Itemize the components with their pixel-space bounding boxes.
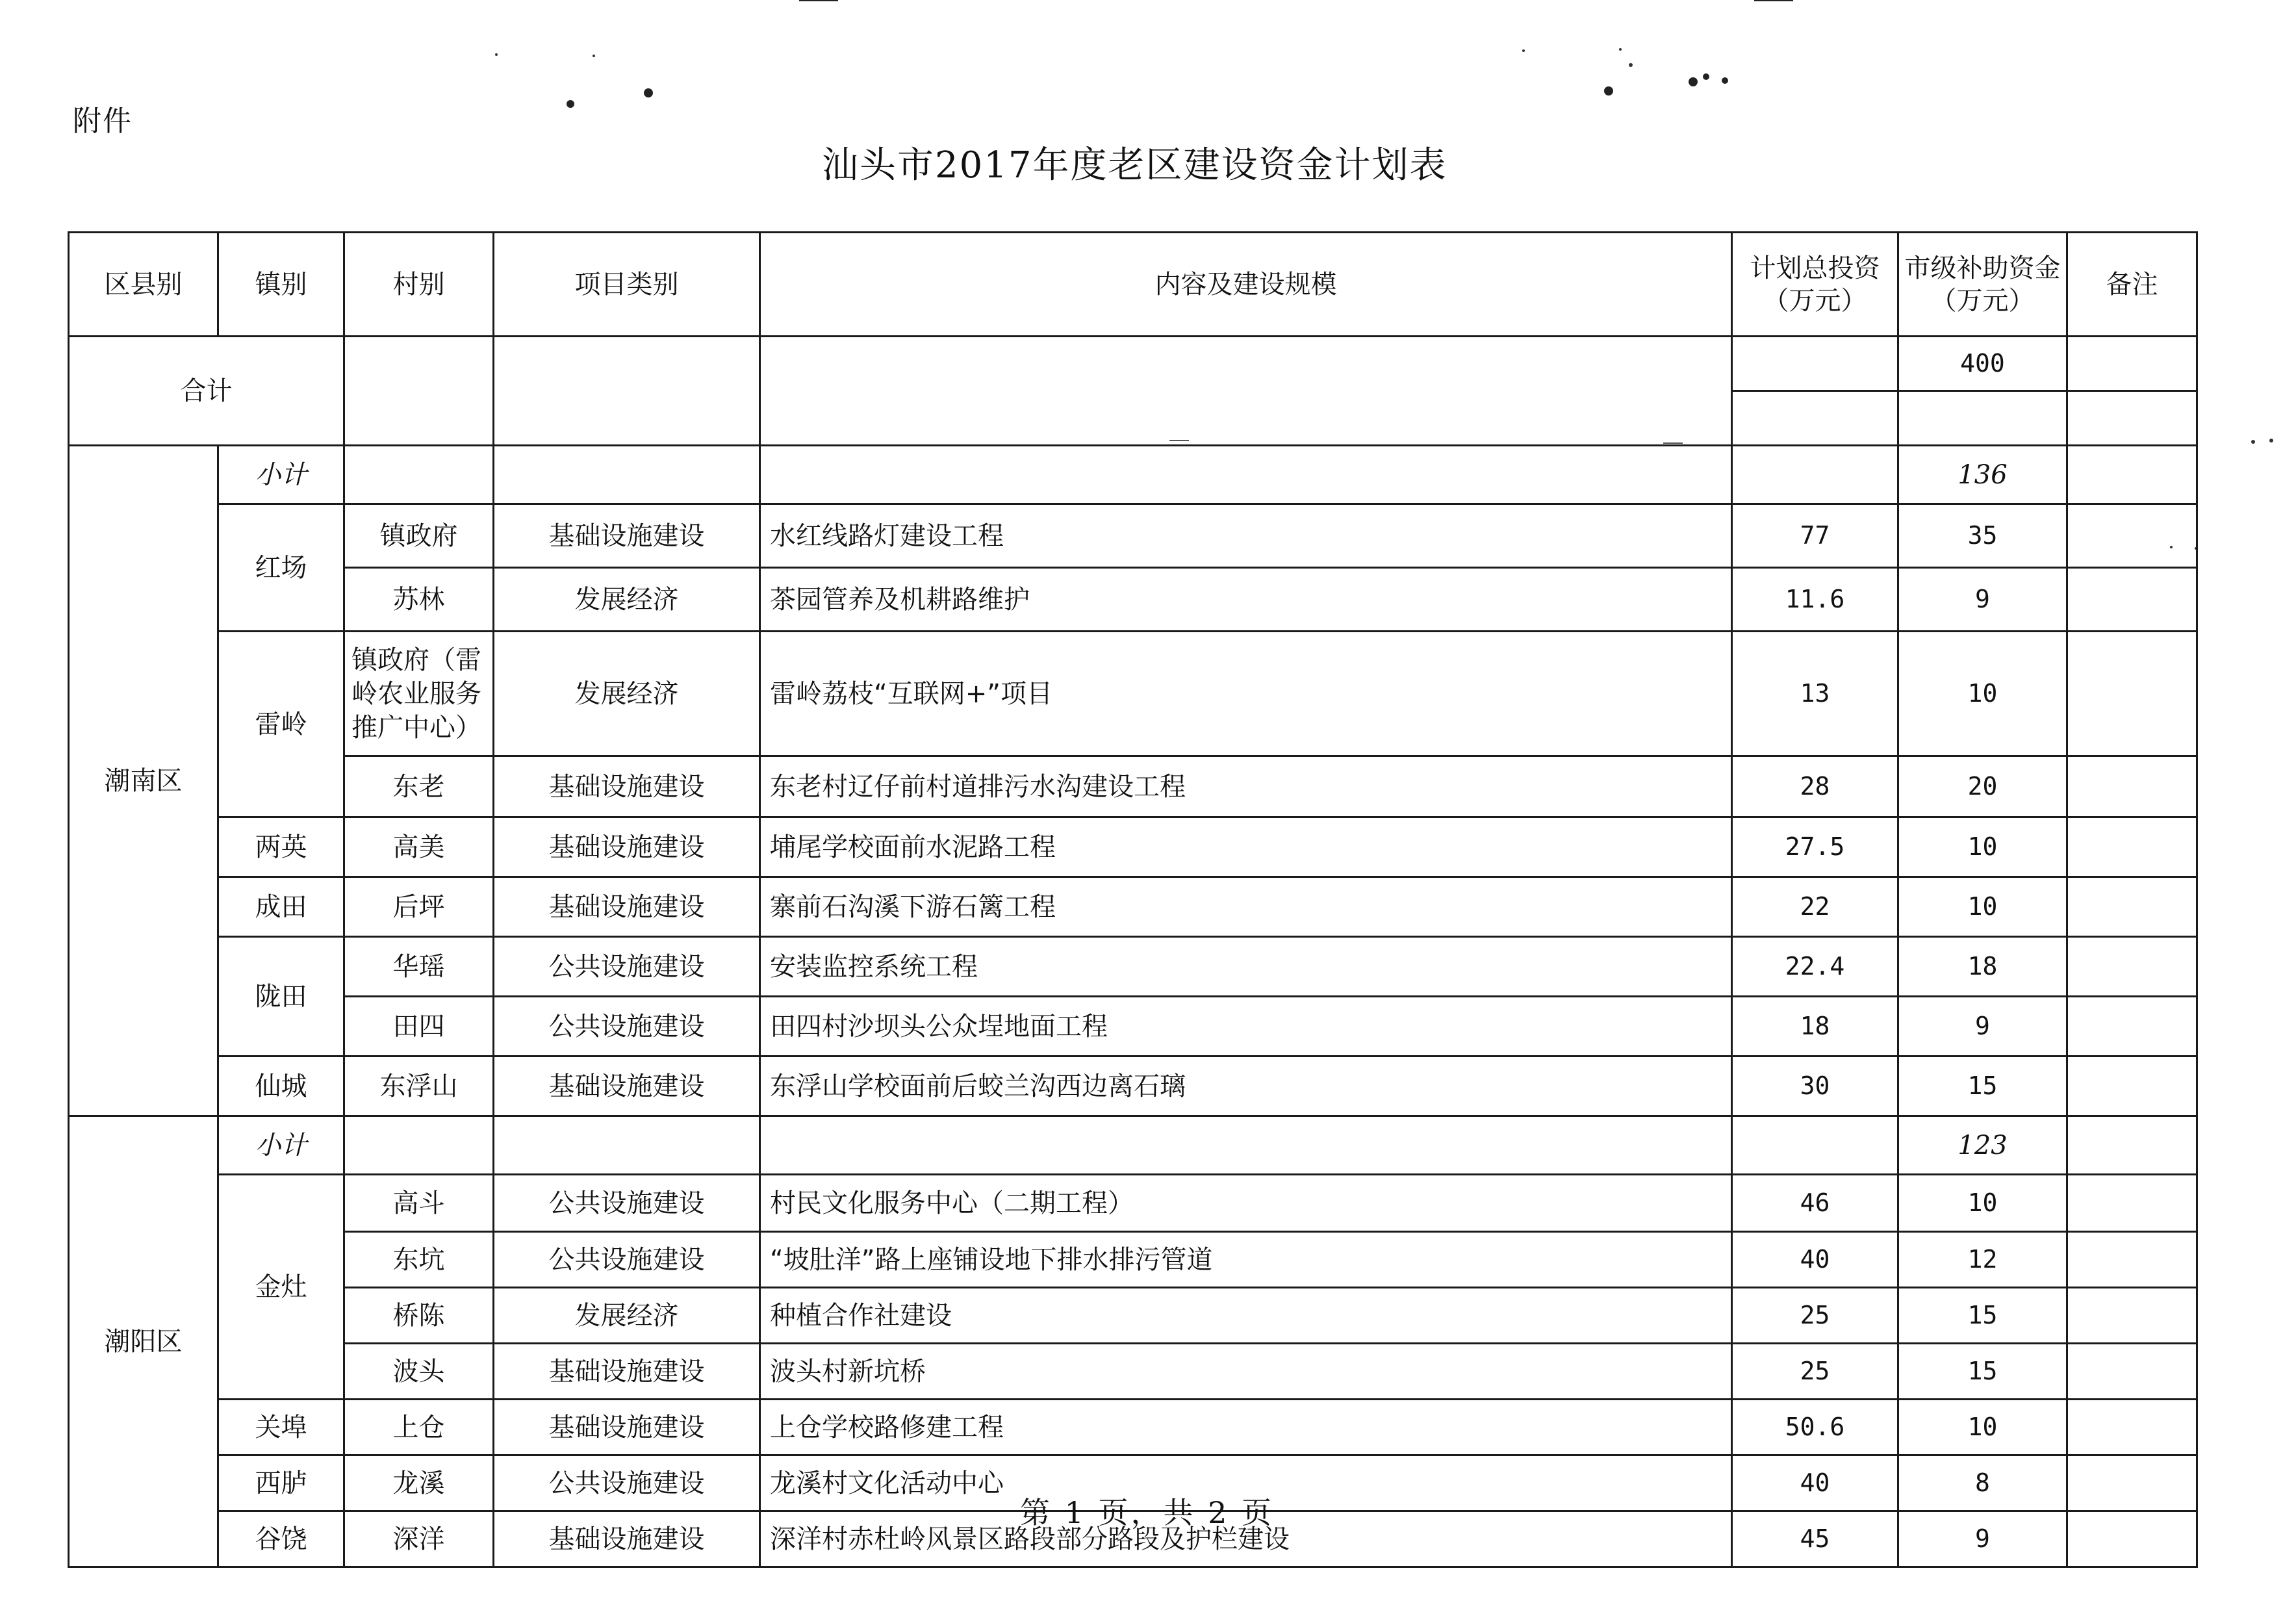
project-category: 基础设施建设: [494, 1344, 760, 1400]
table-row: [69, 877, 2197, 937]
table-row: [69, 1344, 2197, 1400]
town-name: 谷饶: [218, 1511, 344, 1567]
project-content: 村民文化服务中心（二期工程）: [760, 1175, 1732, 1232]
table-row: [69, 504, 2197, 568]
project-content: 种植合作社建设: [760, 1288, 1732, 1344]
planned-investment: 40: [1732, 1455, 1898, 1511]
planned-investment: 25: [1732, 1288, 1898, 1344]
remark-cell: [2067, 632, 2197, 756]
project-content: 深洋村赤杜岭风景区路段部分路段及护栏建设: [760, 1511, 1732, 1567]
project-category: 公共设施建设: [494, 1455, 760, 1511]
town-name: 关埠: [218, 1400, 344, 1455]
planned-investment: 50.6: [1732, 1400, 1898, 1455]
project-content: 水红线路灯建设工程: [760, 504, 1732, 568]
planned-investment: 22.4: [1732, 937, 1898, 997]
remark-cell: [2067, 756, 2197, 817]
project-content: 埔尾学校面前水泥路工程: [760, 817, 1732, 877]
remark-cell: [2067, 877, 2197, 937]
column-header-category: 项目类别: [494, 233, 760, 337]
table-row: [69, 937, 2197, 997]
project-content: 雷岭荔枝“互联网+”项目: [760, 632, 1732, 756]
project-category: 发展经济: [494, 632, 760, 756]
table-row: [69, 1288, 2197, 1344]
table-row: [69, 756, 2197, 817]
district-name: 潮阳区: [69, 1116, 218, 1567]
page-number: 第 1 页，共 2 页: [1020, 1495, 1275, 1530]
city-subsidy: 9: [1898, 997, 2067, 1057]
village-name: 华瑶: [344, 937, 494, 997]
city-subsidy: 15: [1898, 1288, 2067, 1344]
planned-investment: 40: [1732, 1232, 1898, 1288]
town-name: 西胪: [218, 1455, 344, 1511]
village-name: 镇政府: [344, 504, 494, 568]
city-subsidy: 18: [1898, 937, 2067, 997]
total-row: [69, 337, 2197, 391]
project-category: 公共设施建设: [494, 937, 760, 997]
project-category: 基础设施建设: [494, 817, 760, 877]
village-name: 高美: [344, 817, 494, 877]
remark-cell: [2067, 1175, 2197, 1232]
column-header-content: 内容及建设规模: [760, 233, 1732, 337]
project-content: 龙溪村文化活动中心: [760, 1455, 1732, 1511]
column-header-subsidy: 市级补助资金（万元）: [1898, 233, 2067, 337]
city-subsidy: 9: [1898, 568, 2067, 632]
planned-investment: 28: [1732, 756, 1898, 817]
city-subsidy: 35: [1898, 504, 2067, 568]
subtotal-label: 小计: [218, 1116, 344, 1175]
column-header-town: 镇别: [218, 233, 344, 337]
planned-investment: 30: [1732, 1057, 1898, 1116]
project-content: 东浮山学校面前后蛟兰沟西边离石璃: [760, 1057, 1732, 1116]
project-content: 茶园管养及机耕路维护: [760, 568, 1732, 632]
column-header-remark: 备注: [2067, 233, 2197, 337]
remark-cell: [2067, 504, 2197, 568]
planned-investment: 11.6: [1732, 568, 1898, 632]
project-category: 基础设施建设: [494, 877, 760, 937]
table-row: [69, 1057, 2197, 1116]
project-category: 发展经济: [494, 568, 760, 632]
project-category: 基础设施建设: [494, 1057, 760, 1116]
attachment-label: 附件: [73, 105, 133, 138]
planned-investment: 27.5: [1732, 817, 1898, 877]
project-content: 寨前石沟溪下游石篱工程: [760, 877, 1732, 937]
remark-cell: [2067, 1455, 2197, 1511]
project-content: “坡肚洋”路上座铺设地下排水排污管道: [760, 1232, 1732, 1288]
column-header-district: 区县别: [69, 233, 218, 337]
project-category: 发展经济: [494, 1288, 760, 1344]
village-name: 龙溪: [344, 1455, 494, 1511]
total-subsidy: 400: [1898, 337, 2067, 391]
town-name: 红场: [218, 504, 344, 632]
village-name: 东坑: [344, 1232, 494, 1288]
subtotal-value: 136: [1898, 446, 2067, 504]
village-name: 后坪: [344, 877, 494, 937]
city-subsidy: 15: [1898, 1344, 2067, 1400]
town-name: 仙城: [218, 1057, 344, 1116]
column-header-invest: 计划总投资（万元）: [1732, 233, 1898, 337]
remark-cell: [2067, 568, 2197, 632]
city-subsidy: 9: [1898, 1511, 2067, 1567]
remark-cell: [2067, 1232, 2197, 1288]
table-header-row: [69, 233, 2197, 337]
village-name: 高斗: [344, 1175, 494, 1232]
project-category: 基础设施建设: [494, 1400, 760, 1455]
city-subsidy: 10: [1898, 877, 2067, 937]
table-row: [69, 1175, 2197, 1232]
city-subsidy: 10: [1898, 817, 2067, 877]
city-subsidy: 20: [1898, 756, 2067, 817]
city-subsidy: 8: [1898, 1455, 2067, 1511]
district-name: 潮南区: [69, 446, 218, 1116]
project-category: 基础设施建设: [494, 1511, 760, 1567]
town-name: 成田: [218, 877, 344, 937]
project-content: 上仓学校路修建工程: [760, 1400, 1732, 1455]
village-name: 东浮山: [344, 1057, 494, 1116]
project-content: 东老村辽仔前村道排污水沟建设工程: [760, 756, 1732, 817]
remark-cell: [2067, 817, 2197, 877]
planned-investment: 25: [1732, 1344, 1898, 1400]
project-content: 田四村沙坝头公众埕地面工程: [760, 997, 1732, 1057]
village-name: 镇政府（雷岭农业服务推广中心）: [344, 632, 494, 756]
project-content: 波头村新坑桥: [760, 1344, 1732, 1400]
village-name: 苏林: [344, 568, 494, 632]
total-label: 合计: [69, 337, 344, 446]
village-name: 上仓: [344, 1400, 494, 1455]
table-row: [69, 1400, 2197, 1455]
project-category: 基础设施建设: [494, 504, 760, 568]
town-name: 两英: [218, 817, 344, 877]
project-category: 公共设施建设: [494, 997, 760, 1057]
planned-investment: 13: [1732, 632, 1898, 756]
table-row: [69, 568, 2197, 632]
village-name: 田四: [344, 997, 494, 1057]
city-subsidy: 10: [1898, 1175, 2067, 1232]
project-category: 公共设施建设: [494, 1175, 760, 1232]
project-category: 基础设施建设: [494, 756, 760, 817]
city-subsidy: 10: [1898, 632, 2067, 756]
town-name: 金灶: [218, 1175, 344, 1400]
town-name: 陇田: [218, 937, 344, 1057]
remark-cell: [2067, 1400, 2197, 1455]
funding-plan-table: [68, 231, 2198, 1568]
subtotal-row: [69, 1116, 2197, 1175]
subtotal-value: 123: [1898, 1116, 2067, 1175]
city-subsidy: 12: [1898, 1232, 2067, 1288]
subtotal-row: [69, 446, 2197, 504]
remark-cell: [2067, 997, 2197, 1057]
city-subsidy: 15: [1898, 1057, 2067, 1116]
table-row: [69, 1232, 2197, 1288]
column-header-village: 村别: [344, 233, 494, 337]
subtotal-label: 小计: [218, 446, 344, 504]
village-name: 东老: [344, 756, 494, 817]
planned-investment: 18: [1732, 997, 1898, 1057]
project-content: 安装监控系统工程: [760, 937, 1732, 997]
planned-investment: 77: [1732, 504, 1898, 568]
project-category: 公共设施建设: [494, 1232, 760, 1288]
remark-cell: [2067, 1288, 2197, 1344]
document-title: 汕头市2017年度老区建设资金计划表: [822, 144, 1448, 186]
remark-cell: [2067, 1511, 2197, 1567]
planned-investment: 46: [1732, 1175, 1898, 1232]
table-row: [69, 997, 2197, 1057]
planned-investment: 22: [1732, 877, 1898, 937]
city-subsidy: 10: [1898, 1400, 2067, 1455]
table-row: [69, 632, 2197, 756]
village-name: 深洋: [344, 1511, 494, 1567]
remark-cell: [2067, 937, 2197, 997]
remark-cell: [2067, 1344, 2197, 1400]
village-name: 波头: [344, 1344, 494, 1400]
village-name: 桥陈: [344, 1288, 494, 1344]
town-name: 雷岭: [218, 632, 344, 817]
planned-investment: 45: [1732, 1511, 1898, 1567]
remark-cell: [2067, 1057, 2197, 1116]
table-row: [69, 817, 2197, 877]
